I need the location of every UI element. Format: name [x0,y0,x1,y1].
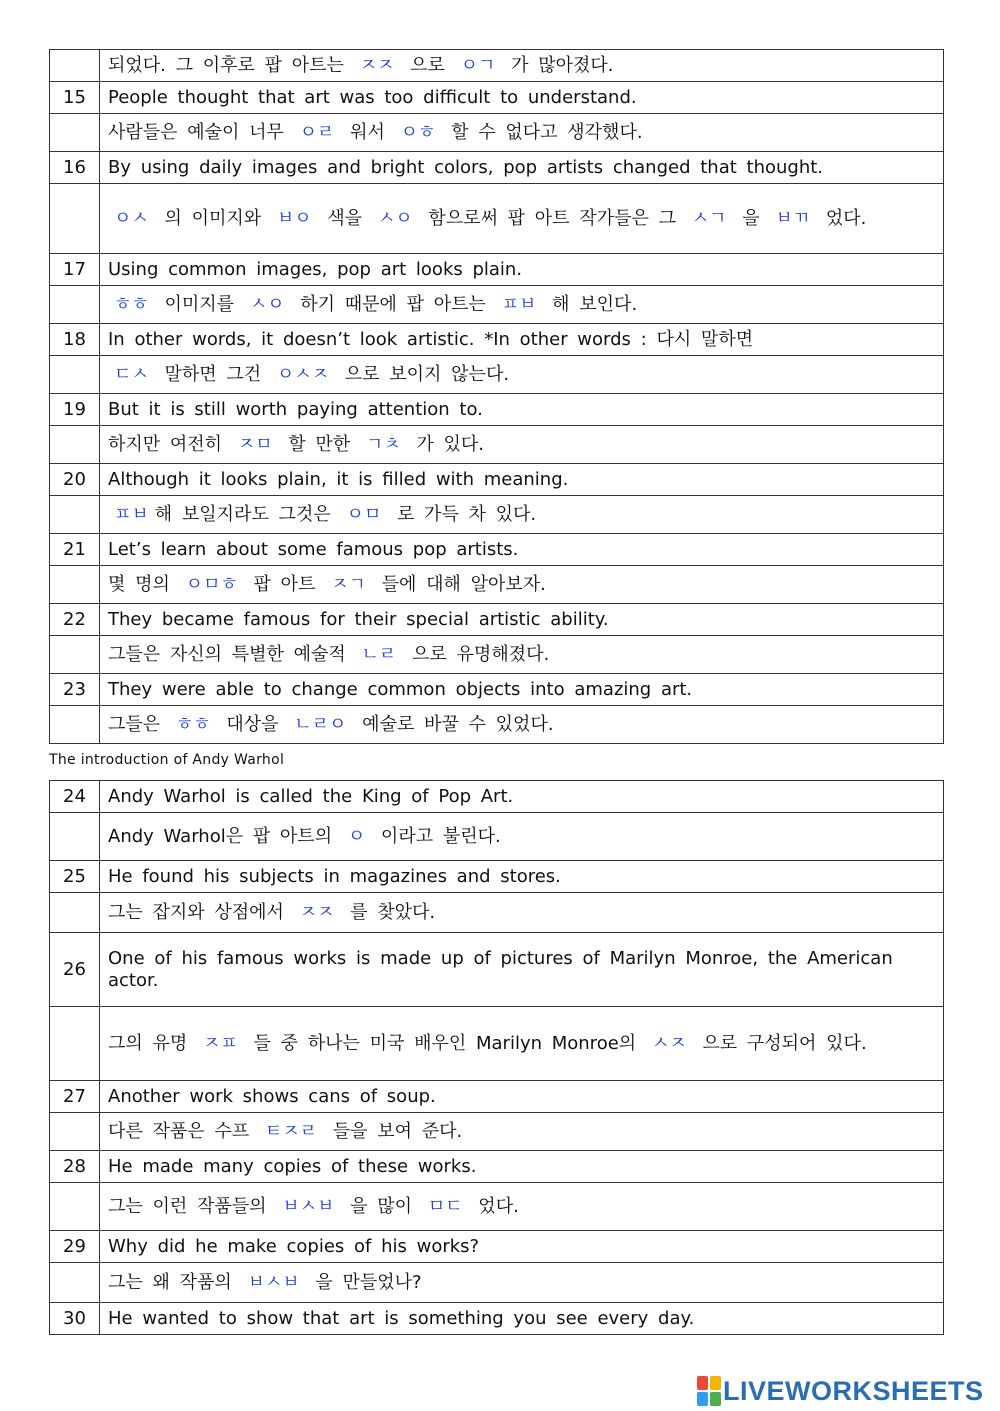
korean-sentence [100,50,944,82]
row-number: 16 [50,152,100,184]
english-sentence-row [50,152,944,184]
sentence-text: 함으로써 팝 아트 작가들은 그 [418,207,686,229]
english-sentence [100,1231,944,1263]
initial-consonant-hint[interactable]: ㄴㄹ [361,643,397,665]
korean-sentence [100,286,944,324]
korean-sentence [100,426,944,464]
initial-consonant-hint[interactable]: ㄱㅊ [365,433,401,455]
sentence-text: 그들은 자신의 특별한 예술적 [108,643,356,665]
sentence-text: 으로 보이지 않는다. [335,363,510,385]
row-number [50,286,100,324]
row-number [50,1183,100,1231]
initial-consonant-hint[interactable]: ㄴㄹㅇ [294,713,347,735]
english-sentence [100,464,944,496]
initial-consonant-hint[interactable]: ㅇㄹ [299,121,335,143]
english-sentence-row [50,781,944,813]
worksheet-table-1 [49,49,944,744]
sentence-text: In other words, it doesn’t look artistic. *In other words : 다시 말하면 [108,328,754,350]
korean-sentence [100,1263,944,1303]
korean-translation-row [50,286,944,324]
sentence-text: 이미지를 [154,293,244,315]
sentence-text: 로 가득 차 있다. [387,503,537,525]
korean-sentence [100,114,944,152]
korean-translation-row [50,1183,944,1231]
row-number: 22 [50,604,100,636]
sentence-text: 으로 구성되어 있다. [692,1032,867,1054]
row-number: 17 [50,254,100,286]
english-sentence-row [50,464,944,496]
row-number [50,706,100,744]
sentence-text: 할 만한 [278,433,360,455]
sentence-text: Another work shows cans of soup. [108,1085,436,1107]
sentence-text: 말하면 그건 [154,363,271,385]
worksheet-table-2-body [50,781,944,1335]
initial-consonant-hint[interactable]: ㅂㅇ [276,207,312,229]
english-sentence-row [50,1151,944,1183]
row-number [50,1263,100,1303]
korean-translation-row [50,813,944,861]
korean-sentence [100,706,944,744]
sentence-text: 그의 유명 [108,1032,197,1054]
worksheet-table-2 [49,780,944,1335]
row-number: 18 [50,324,100,356]
sentence-text: 었다. [816,207,867,229]
initial-consonant-hint[interactable]: ㅎㅎ [175,713,211,735]
row-number: 21 [50,534,100,566]
sentence-text: People thought that art was too difficult to understand. [108,86,637,108]
korean-translation-row [50,50,944,82]
sentence-text: One of his famous works is made up of pictures of Marilyn Monroe, the American actor. [108,947,893,991]
sentence-text: He found his subjects in magazines and stores. [108,865,561,887]
initial-consonant-hint[interactable]: ㅅㅈ [651,1032,687,1054]
sentence-text: 을 많이 [340,1195,422,1217]
row-number: 24 [50,781,100,813]
initial-consonant-hint[interactable]: ㅈㅈ [359,54,395,76]
sentence-text: 워서 [340,121,395,143]
row-number: 28 [50,1151,100,1183]
english-sentence-row [50,1231,944,1263]
sentence-text: 예술로 바꿀 수 있었다. [352,713,554,735]
sentence-text: 었다. [468,1195,519,1217]
sentence-text: 을 만들었나? [305,1271,422,1293]
english-sentence [100,1081,944,1113]
initial-consonant-hint[interactable]: ㅇㄱ [460,54,496,76]
sentence-text: 들에 대해 알아보자. [371,573,546,595]
korean-sentence [100,636,944,674]
sentence-text: Let’s learn about some famous pop artists. [108,538,519,560]
sentence-text: He made many copies of these works. [108,1155,477,1177]
sentence-text: 몇 명의 [108,573,180,595]
sentence-text: Andy Warhol은 팝 아트의 [108,825,342,847]
initial-consonant-hint[interactable]: ㅇㅅㅈ [276,363,330,385]
korean-sentence [100,496,944,534]
english-sentence [100,604,944,636]
row-number: 20 [50,464,100,496]
row-number [50,636,100,674]
korean-translation-row [50,1007,944,1081]
sentence-text: He wanted to show that art is something you see every day. [108,1307,695,1329]
english-sentence-row [50,933,944,1007]
sentence-text: 다른 작품은 수프 [108,1120,259,1142]
korean-translation-row [50,893,944,933]
row-number [50,1113,100,1151]
initial-consonant-hint[interactable]: ㅅㅇ [249,293,285,315]
row-number: 19 [50,394,100,426]
english-sentence-row [50,1081,944,1113]
english-sentence-row [50,254,944,286]
sentence-text: 그는 잡지와 상점에서 [108,901,294,923]
row-number [50,184,100,254]
initial-consonant-hint[interactable]: ㅂㄲ [775,207,811,229]
initial-consonant-hint[interactable]: ㅎㅎ [114,293,149,315]
korean-translation-row [50,706,944,744]
row-number [50,114,100,152]
row-number [50,893,100,933]
initial-consonant-hint[interactable]: ㅂㅅㅂ [247,1271,300,1293]
sentence-text: Although it looks plain, it is filled with meaning. [108,468,569,490]
initial-consonant-hint[interactable]: ㅈㅈ [299,901,335,923]
korean-translation-row [50,1113,944,1151]
sentence-text: 를 찾았다. [340,901,436,923]
sentence-text: 되었다. 그 이후로 팝 아트는 [108,54,354,76]
sentence-text: 해 보인다. [542,293,638,315]
sentence-text: 들을 보여 준다. [323,1120,463,1142]
korean-sentence [100,1113,944,1151]
row-number: 26 [50,933,100,1007]
liveworksheets-logo[interactable] [697,1374,997,1408]
korean-translation-row [50,356,944,394]
initial-consonant-hint[interactable]: ㅈㄱ [331,573,366,595]
sentence-text: They became famous for their special artistic ability. [108,608,609,630]
english-sentence-row [50,394,944,426]
english-sentence-row [50,674,944,706]
korean-sentence [100,813,944,861]
initial-consonant-hint[interactable]: ㅅㄱ [691,207,727,229]
sentence-text: 그는 이런 작품들의 [108,1195,277,1217]
english-sentence [100,254,944,286]
row-number: 30 [50,1303,100,1335]
sentence-text: 하지만 여전히 [108,433,232,455]
sentence-text: By using daily images and bright colors, pop artists changed that thought. [108,156,824,178]
sentence-text: 가 있다. [406,433,485,455]
korean-translation-row [50,184,944,254]
row-number [50,496,100,534]
english-sentence [100,534,944,566]
english-sentence [100,82,944,114]
logo-text: LIVEWORKSHEETS [723,1375,984,1406]
korean-sentence [100,566,944,604]
sentence-text: 하기 때문에 팝 아트는 [290,293,496,315]
korean-sentence [100,184,944,254]
row-number [50,356,100,394]
english-sentence [100,324,944,356]
row-number: 23 [50,674,100,706]
initial-consonant-hint[interactable]: ㅁㄷ [427,1195,463,1217]
korean-translation-row [50,636,944,674]
initial-consonant-hint[interactable]: ㅍㅂ [501,293,537,315]
initial-consonant-hint[interactable]: ㅇㅅ [114,207,149,229]
sentence-text: Andy Warhol is called the King of Pop Art. [108,785,514,807]
row-number [50,50,100,82]
sentence-text: 그들은 [108,713,170,735]
korean-translation-row [50,566,944,604]
row-number [50,1007,100,1081]
english-sentence [100,674,944,706]
sentence-text: 가 많아졌다. [501,54,614,76]
sentence-text: 해 보일지라도 그것은 [154,503,341,525]
sentence-text: 대상을 [216,713,289,735]
english-sentence-row [50,604,944,636]
english-sentence-row [50,534,944,566]
sentence-text: But it is still worth paying attention to. [108,398,483,420]
row-number [50,813,100,861]
sentence-text: 을 [732,207,770,229]
sentence-text: 그는 왜 작품의 [108,1271,242,1293]
korean-translation-row [50,1263,944,1303]
row-number [50,566,100,604]
row-number: 29 [50,1231,100,1263]
korean-sentence [100,1183,944,1231]
sentence-text: 사람들은 예술이 너무 [108,121,294,143]
logo-icon [697,1376,721,1406]
english-sentence [100,1151,944,1183]
sentence-text: 할 수 없다고 생각했다. [441,121,643,143]
english-sentence [100,861,944,893]
korean-sentence [100,893,944,933]
sentence-text: 색을 [317,207,372,229]
row-number [50,426,100,464]
initial-consonant-hint[interactable]: ㅍㅂ [114,503,149,525]
sentence-text: 이라고 불린다. [371,825,501,847]
english-sentence-row [50,1303,944,1335]
sentence-text: 의 이미지와 [154,207,271,229]
english-sentence-row [50,82,944,114]
initial-consonant-hint[interactable]: ㅇㅁ [346,503,382,525]
sentence-text: Using common images, pop art looks plain. [108,258,523,280]
initial-consonant-hint[interactable]: ㅈㅍ [203,1032,238,1054]
korean-translation-row [50,426,944,464]
row-number: 27 [50,1081,100,1113]
english-sentence [100,394,944,426]
initial-consonant-hint[interactable]: ㅇㅎ [400,121,436,143]
korean-translation-row [50,496,944,534]
initial-consonant-hint[interactable]: ㅇㅁㅎ [185,573,238,595]
english-sentence-row [50,324,944,356]
english-sentence-row [50,861,944,893]
sentence-text: They were able to change common objects into amazing art. [108,678,693,700]
initial-consonant-hint[interactable]: ㅂㅅㅂ [282,1195,335,1217]
english-sentence [100,781,944,813]
korean-translation-row [50,114,944,152]
initial-consonant-hint[interactable]: ㅈㅁ [237,433,273,455]
row-number: 25 [50,861,100,893]
sentence-text: 팝 아트 [243,573,326,595]
korean-sentence [100,356,944,394]
initial-consonant-hint[interactable]: ㅇ [347,825,366,847]
english-sentence [100,1303,944,1335]
section-title: The introduction of Andy Warhol [49,752,285,768]
sentence-text: 으로 유명해졌다. [402,643,550,665]
initial-consonant-hint[interactable]: ㄷㅅ [114,363,149,385]
sentence-text: 으로 [400,54,455,76]
korean-sentence [100,1007,944,1081]
initial-consonant-hint[interactable]: ㅌㅈㄹ [264,1120,318,1142]
english-sentence [100,152,944,184]
row-number: 15 [50,82,100,114]
english-sentence [100,933,944,1007]
worksheet-table-1-body [50,50,944,744]
sentence-text: Why did he make copies of his works? [108,1235,480,1257]
sentence-text: 들 중 하나는 미국 배우인 Marilyn Monroe의 [243,1032,646,1054]
initial-consonant-hint[interactable]: ㅅㅇ [377,207,413,229]
